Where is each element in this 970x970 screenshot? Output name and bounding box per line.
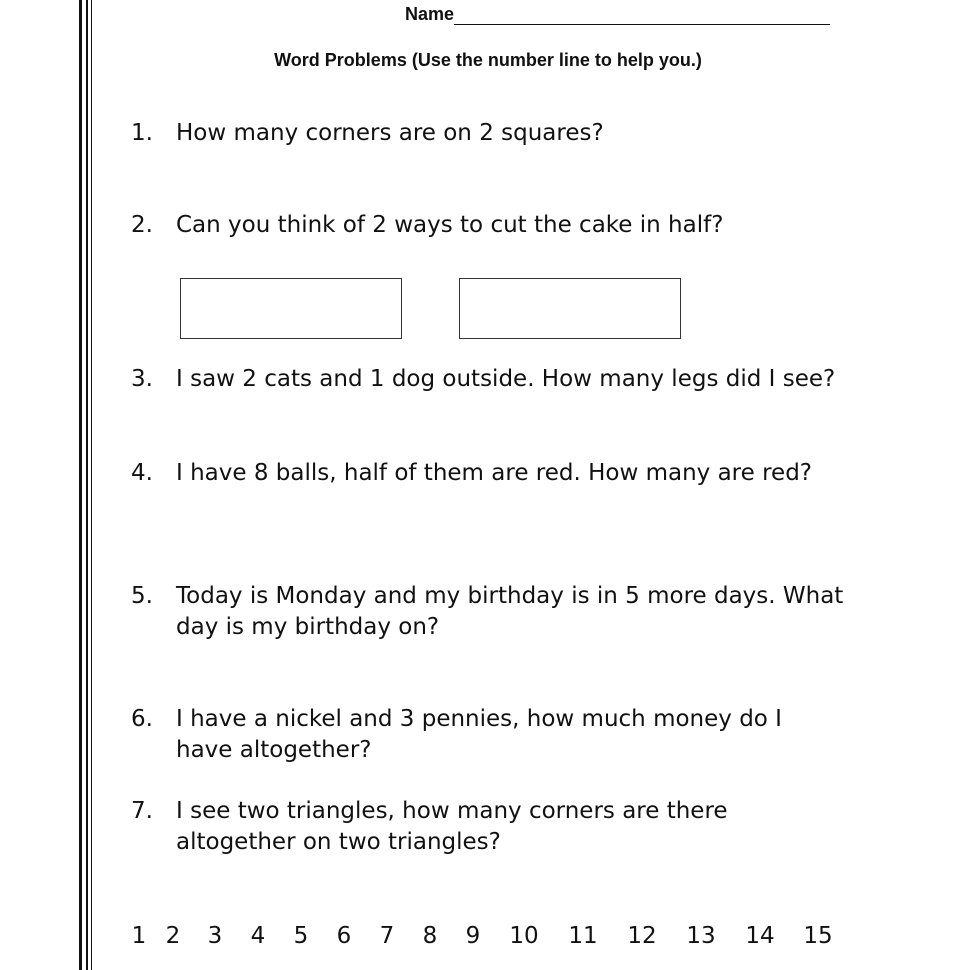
question-number: 6. (131, 706, 153, 732)
question-6 (131, 704, 843, 766)
page-border-line-inner (91, 0, 92, 970)
number-line-tick: 11 (568, 923, 598, 949)
number-line (0, 921, 970, 951)
worksheet-title: Word Problems (Use the number line to help you.) (274, 50, 702, 70)
question-text: I see two triangles, how many corners are there altogether on two triangles? (176, 798, 728, 855)
question-text: Can you think of 2 ways to cut the cake in half? (176, 212, 724, 238)
number-line-tick: 13 (686, 923, 716, 949)
page-border-line-middle (86, 0, 88, 970)
question-1 (131, 118, 851, 149)
question-number: 1. (131, 120, 153, 146)
number-line-tick: 5 (293, 923, 309, 949)
cake-box-1[interactable] (180, 278, 402, 339)
cake-box-2[interactable] (459, 278, 681, 339)
question-2 (131, 210, 851, 241)
question-number: 7. (131, 798, 153, 824)
number-line-tick: 3 (207, 923, 223, 949)
question-number: 3. (131, 366, 153, 392)
question-number: 2. (131, 212, 153, 238)
number-line-tick: 12 (627, 923, 657, 949)
name-field (405, 3, 830, 25)
name-label: Name (405, 4, 455, 24)
question-7 (131, 796, 836, 858)
page-border-line-outer (79, 0, 82, 970)
question-text: I have 8 balls, half of them are red. How many are red? (176, 460, 813, 486)
question-text: Today is Monday and my birthday is in 5 more days. What day is my birthday on? (176, 583, 844, 640)
number-line-tick: 2 (165, 923, 181, 949)
question-text: How many corners are on 2 squares? (176, 120, 604, 146)
number-line-tick: 14 (745, 923, 775, 949)
number-line-tick: 1 (131, 923, 147, 949)
number-line-tick: 9 (465, 923, 481, 949)
name-blank-line[interactable] (454, 6, 830, 25)
question-number: 4. (131, 460, 153, 486)
number-line-tick: 8 (422, 923, 438, 949)
question-number: 5. (131, 583, 153, 609)
number-line-tick: 6 (336, 923, 352, 949)
question-text: I saw 2 cats and 1 dog outside. How many legs did I see? (176, 366, 836, 392)
number-line-tick: 4 (250, 923, 266, 949)
question-4 (131, 458, 836, 489)
question-text: I have a nickel and 3 pennies, how much money do I have altogether? (176, 706, 782, 763)
question-3 (131, 364, 836, 395)
number-line-tick: 7 (379, 923, 395, 949)
question-5 (131, 581, 846, 643)
number-line-tick: 15 (803, 923, 833, 949)
number-line-tick: 10 (509, 923, 539, 949)
